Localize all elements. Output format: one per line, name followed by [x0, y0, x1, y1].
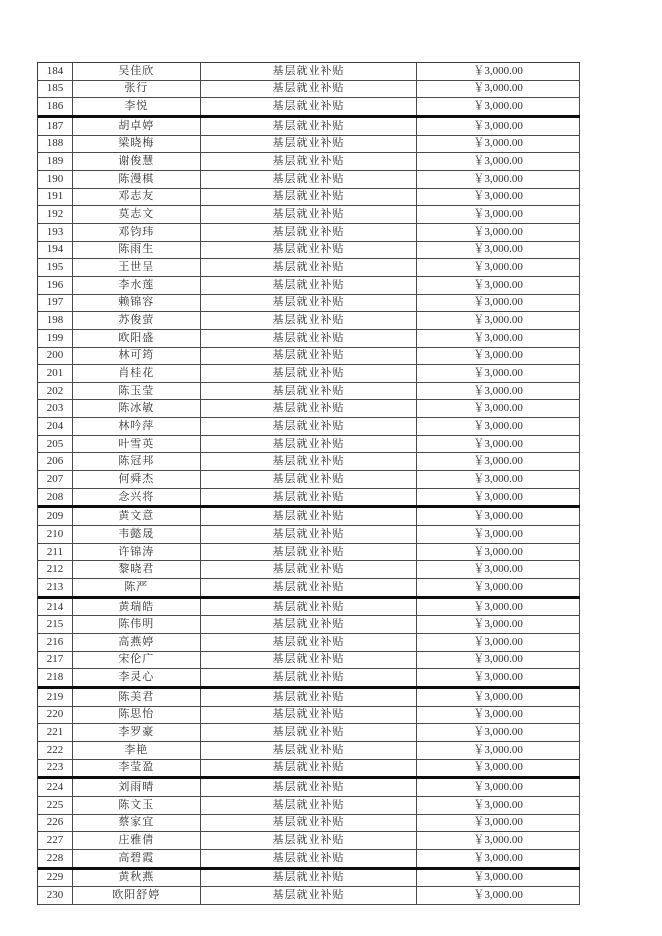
subsidy-type-cell: 基层就业补贴 [201, 383, 418, 400]
amount-cell: ￥3,000.00 [417, 760, 580, 777]
row-number-cell: 187 [38, 118, 73, 135]
table-row [38, 779, 580, 797]
row-number-cell: 201 [38, 365, 73, 382]
table-row [38, 508, 580, 526]
amount-cell: ￥3,000.00 [417, 383, 580, 400]
person-name-cell: 林可筠 [73, 348, 201, 365]
subsidy-type-cell: 基层就业补贴 [201, 436, 418, 453]
table-row [38, 136, 580, 154]
person-name-cell: 陈漫棋 [73, 171, 201, 188]
table-row [38, 189, 580, 207]
person-name-cell: 何舜杰 [73, 471, 201, 488]
person-name-cell: 叶雪英 [73, 436, 201, 453]
amount-cell: ￥3,000.00 [417, 887, 580, 904]
row-number-cell: 212 [38, 561, 73, 578]
amount-cell: ￥3,000.00 [417, 724, 580, 741]
amount-cell: ￥3,000.00 [417, 206, 580, 223]
row-number-cell: 189 [38, 153, 73, 170]
person-name-cell: 韦懿晟 [73, 526, 201, 543]
subsidy-type-cell: 基层就业补贴 [201, 616, 418, 633]
amount-cell: ￥3,000.00 [417, 616, 580, 633]
row-number-cell: 196 [38, 277, 73, 294]
table-row [38, 295, 580, 313]
row-number-cell: 194 [38, 242, 73, 259]
row-number-cell: 226 [38, 815, 73, 832]
person-name-cell: 刘雨晴 [73, 779, 201, 796]
amount-cell: ￥3,000.00 [417, 295, 580, 312]
table-row [38, 689, 580, 707]
table-row [38, 742, 580, 760]
subsidy-type-cell: 基层就业补贴 [201, 277, 418, 294]
table-row [38, 400, 580, 418]
amount-cell: ￥3,000.00 [417, 171, 580, 188]
subsidy-type-cell: 基层就业补贴 [201, 887, 418, 904]
person-name-cell: 李莹盈 [73, 760, 201, 777]
amount-cell: ￥3,000.00 [417, 652, 580, 669]
amount-cell: ￥3,000.00 [417, 81, 580, 98]
person-name-cell: 谢俊慧 [73, 153, 201, 170]
amount-cell: ￥3,000.00 [417, 330, 580, 347]
table-row [38, 724, 580, 742]
row-number-cell: 219 [38, 689, 73, 706]
table-row [38, 453, 580, 471]
person-name-cell: 梁晓梅 [73, 136, 201, 153]
row-number-cell: 205 [38, 436, 73, 453]
subsidy-type-cell: 基层就业补贴 [201, 724, 418, 741]
row-number-cell: 220 [38, 707, 73, 724]
row-number-cell: 209 [38, 508, 73, 525]
amount-cell: ￥3,000.00 [417, 850, 580, 867]
person-name-cell: 赖锦容 [73, 295, 201, 312]
subsidy-type-cell: 基层就业补贴 [201, 707, 418, 724]
subsidy-type-cell: 基层就业补贴 [201, 561, 418, 578]
table-row [38, 153, 580, 171]
subsidy-type-cell: 基层就业补贴 [201, 348, 418, 365]
amount-cell: ￥3,000.00 [417, 669, 580, 686]
subsidy-type-cell: 基层就业补贴 [201, 471, 418, 488]
row-number-cell: 185 [38, 81, 73, 98]
table-row [38, 652, 580, 670]
amount-cell: ￥3,000.00 [417, 136, 580, 153]
subsidy-type-cell: 基层就业补贴 [201, 98, 418, 115]
subsidy-type-cell: 基层就业补贴 [201, 189, 418, 206]
amount-cell: ￥3,000.00 [417, 224, 580, 241]
person-name-cell: 高燕婷 [73, 634, 201, 651]
row-number-cell: 213 [38, 579, 73, 596]
table-row [38, 98, 580, 118]
subsidy-table [37, 62, 580, 905]
row-number-cell: 188 [38, 136, 73, 153]
table-row [38, 599, 580, 617]
amount-cell: ￥3,000.00 [417, 259, 580, 276]
table-row [38, 707, 580, 725]
subsidy-type-cell: 基层就业补贴 [201, 153, 418, 170]
person-name-cell: 邓钧玮 [73, 224, 201, 241]
subsidy-type-cell: 基层就业补贴 [201, 136, 418, 153]
table-row [38, 832, 580, 850]
table-row [38, 259, 580, 277]
subsidy-type-cell: 基层就业补贴 [201, 330, 418, 347]
table-row [38, 850, 580, 870]
row-number-cell: 229 [38, 870, 73, 887]
row-number-cell: 184 [38, 63, 73, 80]
subsidy-type-cell: 基层就业补贴 [201, 634, 418, 651]
row-number-cell: 193 [38, 224, 73, 241]
subsidy-type-cell: 基层就业补贴 [201, 760, 418, 777]
subsidy-type-cell: 基层就业补贴 [201, 689, 418, 706]
person-name-cell: 蔡家宜 [73, 815, 201, 832]
row-number-cell: 198 [38, 312, 73, 329]
row-number-cell: 222 [38, 742, 73, 759]
subsidy-type-cell: 基层就业补贴 [201, 579, 418, 596]
row-number-cell: 191 [38, 189, 73, 206]
amount-cell: ￥3,000.00 [417, 277, 580, 294]
amount-cell: ￥3,000.00 [417, 579, 580, 596]
person-name-cell: 王世呈 [73, 259, 201, 276]
subsidy-type-cell: 基层就业补贴 [201, 779, 418, 796]
person-name-cell: 陈文玉 [73, 797, 201, 814]
row-number-cell: 214 [38, 599, 73, 616]
person-name-cell: 张行 [73, 81, 201, 98]
row-number-cell: 216 [38, 634, 73, 651]
row-number-cell: 218 [38, 669, 73, 686]
amount-cell: ￥3,000.00 [417, 400, 580, 417]
amount-cell: ￥3,000.00 [417, 348, 580, 365]
table-row [38, 760, 580, 780]
row-number-cell: 202 [38, 383, 73, 400]
amount-cell: ￥3,000.00 [417, 797, 580, 814]
subsidy-type-cell: 基层就业补贴 [201, 815, 418, 832]
subsidy-type-cell: 基层就业补贴 [201, 669, 418, 686]
amount-cell: ￥3,000.00 [417, 544, 580, 561]
person-name-cell: 陈严 [73, 579, 201, 596]
amount-cell: ￥3,000.00 [417, 689, 580, 706]
person-name-cell: 苏俊萤 [73, 312, 201, 329]
table-row [38, 118, 580, 136]
amount-cell: ￥3,000.00 [417, 742, 580, 759]
amount-cell: ￥3,000.00 [417, 471, 580, 488]
table-row [38, 348, 580, 366]
table-row [38, 544, 580, 562]
person-name-cell: 李悦 [73, 98, 201, 115]
table-row [38, 171, 580, 189]
row-number-cell: 228 [38, 850, 73, 867]
table-row [38, 579, 580, 599]
person-name-cell: 李艳 [73, 742, 201, 759]
amount-cell: ￥3,000.00 [417, 599, 580, 616]
row-number-cell: 211 [38, 544, 73, 561]
person-name-cell: 宋伦广 [73, 652, 201, 669]
person-name-cell: 胡卓婷 [73, 118, 201, 135]
table-row [38, 526, 580, 544]
amount-cell: ￥3,000.00 [417, 815, 580, 832]
amount-cell: ￥3,000.00 [417, 242, 580, 259]
row-number-cell: 197 [38, 295, 73, 312]
row-number-cell: 223 [38, 760, 73, 777]
table-row [38, 418, 580, 436]
amount-cell: ￥3,000.00 [417, 779, 580, 796]
person-name-cell: 莫志文 [73, 206, 201, 223]
subsidy-type-cell: 基层就业补贴 [201, 544, 418, 561]
row-number-cell: 204 [38, 418, 73, 435]
table-row [38, 870, 580, 888]
table-row [38, 634, 580, 652]
table-row [38, 383, 580, 401]
row-number-cell: 217 [38, 652, 73, 669]
person-name-cell: 黎晓君 [73, 561, 201, 578]
amount-cell: ￥3,000.00 [417, 832, 580, 849]
table-row [38, 206, 580, 224]
person-name-cell: 肖桂花 [73, 365, 201, 382]
row-number-cell: 210 [38, 526, 73, 543]
subsidy-type-cell: 基层就业补贴 [201, 418, 418, 435]
table-row [38, 797, 580, 815]
amount-cell: ￥3,000.00 [417, 489, 580, 506]
row-number-cell: 206 [38, 453, 73, 470]
table-row [38, 489, 580, 509]
row-number-cell: 225 [38, 797, 73, 814]
person-name-cell: 林吟萍 [73, 418, 201, 435]
person-name-cell: 陈思怡 [73, 707, 201, 724]
row-number-cell: 200 [38, 348, 73, 365]
person-name-cell: 黄文意 [73, 508, 201, 525]
table-row [38, 436, 580, 454]
table-row [38, 224, 580, 242]
row-number-cell: 230 [38, 887, 73, 904]
subsidy-type-cell: 基层就业补贴 [201, 242, 418, 259]
subsidy-type-cell: 基层就业补贴 [201, 63, 418, 80]
table-row [38, 616, 580, 634]
person-name-cell: 庄雅倩 [73, 832, 201, 849]
person-name-cell: 陈玉莹 [73, 383, 201, 400]
row-number-cell: 190 [38, 171, 73, 188]
subsidy-type-cell: 基层就业补贴 [201, 797, 418, 814]
table-row [38, 81, 580, 99]
table-row [38, 63, 580, 81]
person-name-cell: 陈冰敏 [73, 400, 201, 417]
subsidy-type-cell: 基层就业补贴 [201, 224, 418, 241]
person-name-cell: 陈冠邦 [73, 453, 201, 470]
amount-cell: ￥3,000.00 [417, 365, 580, 382]
amount-cell: ￥3,000.00 [417, 418, 580, 435]
person-name-cell: 黄瑞皓 [73, 599, 201, 616]
row-number-cell: 207 [38, 471, 73, 488]
person-name-cell: 欧阳盛 [73, 330, 201, 347]
row-number-cell: 224 [38, 779, 73, 796]
amount-cell: ￥3,000.00 [417, 436, 580, 453]
amount-cell: ￥3,000.00 [417, 153, 580, 170]
amount-cell: ￥3,000.00 [417, 634, 580, 651]
amount-cell: ￥3,000.00 [417, 63, 580, 80]
subsidy-type-cell: 基层就业补贴 [201, 365, 418, 382]
table-row [38, 312, 580, 330]
person-name-cell: 陈伟明 [73, 616, 201, 633]
amount-cell: ￥3,000.00 [417, 707, 580, 724]
table-row [38, 242, 580, 260]
person-name-cell: 欧阳舒婷 [73, 887, 201, 904]
subsidy-type-cell: 基层就业补贴 [201, 171, 418, 188]
person-name-cell: 黄秋燕 [73, 870, 201, 887]
subsidy-type-cell: 基层就业补贴 [201, 295, 418, 312]
table-row [38, 669, 580, 689]
person-name-cell: 邓志友 [73, 189, 201, 206]
subsidy-type-cell: 基层就业补贴 [201, 259, 418, 276]
person-name-cell: 许锦涛 [73, 544, 201, 561]
amount-cell: ￥3,000.00 [417, 526, 580, 543]
person-name-cell: 陈美君 [73, 689, 201, 706]
subsidy-type-cell: 基层就业补贴 [201, 599, 418, 616]
subsidy-type-cell: 基层就业补贴 [201, 489, 418, 506]
row-number-cell: 199 [38, 330, 73, 347]
amount-cell: ￥3,000.00 [417, 189, 580, 206]
person-name-cell: 念兴将 [73, 489, 201, 506]
person-name-cell: 吴佳欣 [73, 63, 201, 80]
row-number-cell: 227 [38, 832, 73, 849]
amount-cell: ￥3,000.00 [417, 870, 580, 887]
subsidy-type-cell: 基层就业补贴 [201, 118, 418, 135]
row-number-cell: 195 [38, 259, 73, 276]
subsidy-type-cell: 基层就业补贴 [201, 400, 418, 417]
amount-cell: ￥3,000.00 [417, 508, 580, 525]
table-row [38, 277, 580, 295]
subsidy-type-cell: 基层就业补贴 [201, 508, 418, 525]
row-number-cell: 221 [38, 724, 73, 741]
row-number-cell: 215 [38, 616, 73, 633]
amount-cell: ￥3,000.00 [417, 561, 580, 578]
row-number-cell: 208 [38, 489, 73, 506]
amount-cell: ￥3,000.00 [417, 118, 580, 135]
person-name-cell: 李灵心 [73, 669, 201, 686]
row-number-cell: 192 [38, 206, 73, 223]
amount-cell: ￥3,000.00 [417, 312, 580, 329]
subsidy-type-cell: 基层就业补贴 [201, 453, 418, 470]
subsidy-type-cell: 基层就业补贴 [201, 526, 418, 543]
row-number-cell: 203 [38, 400, 73, 417]
row-number-cell: 186 [38, 98, 73, 115]
subsidy-type-cell: 基层就业补贴 [201, 870, 418, 887]
person-name-cell: 李水莲 [73, 277, 201, 294]
table-row [38, 471, 580, 489]
subsidy-type-cell: 基层就业补贴 [201, 312, 418, 329]
table-row [38, 815, 580, 833]
person-name-cell: 李罗豪 [73, 724, 201, 741]
person-name-cell: 高碧霞 [73, 850, 201, 867]
amount-cell: ￥3,000.00 [417, 98, 580, 115]
table-row [38, 887, 580, 905]
table-row [38, 561, 580, 579]
person-name-cell: 陈雨生 [73, 242, 201, 259]
subsidy-type-cell: 基层就业补贴 [201, 81, 418, 98]
subsidy-type-cell: 基层就业补贴 [201, 850, 418, 867]
subsidy-type-cell: 基层就业补贴 [201, 652, 418, 669]
subsidy-type-cell: 基层就业补贴 [201, 206, 418, 223]
amount-cell: ￥3,000.00 [417, 453, 580, 470]
subsidy-type-cell: 基层就业补贴 [201, 742, 418, 759]
table-row [38, 365, 580, 383]
subsidy-type-cell: 基层就业补贴 [201, 832, 418, 849]
table-row [38, 330, 580, 348]
